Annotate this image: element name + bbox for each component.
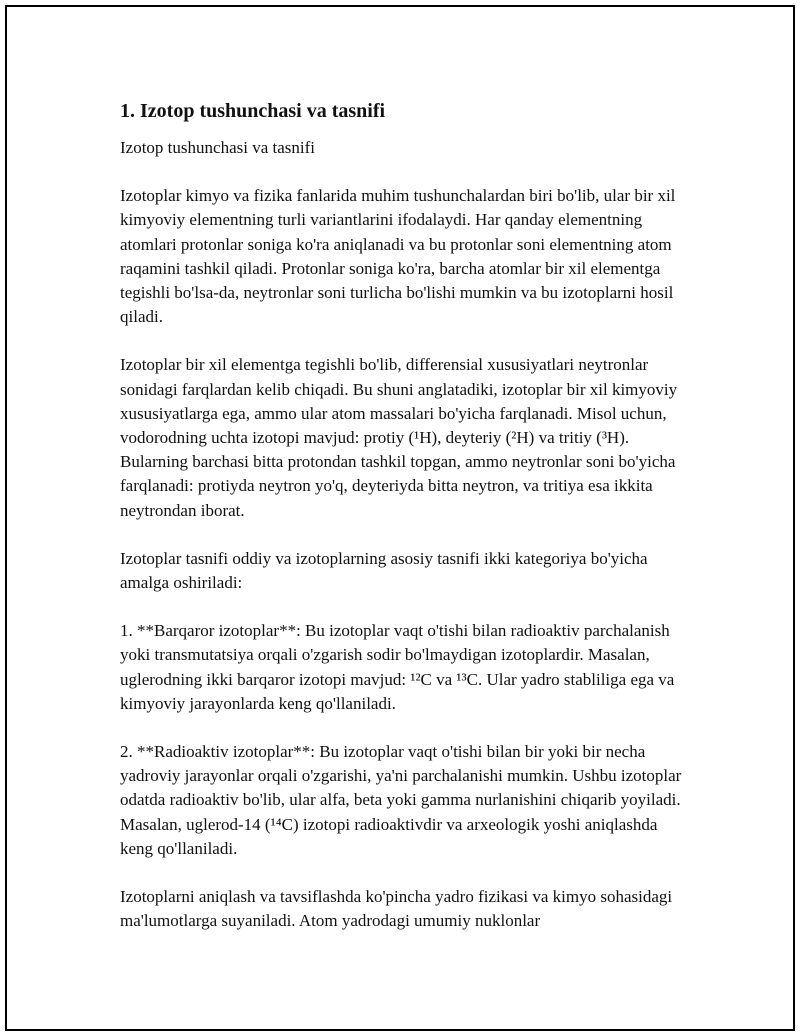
paragraph-classification: Izotoplar tasnifi oddiy va izotoplarning asosiy tasnifi ikki kategoriya bo'yicha amalga oshiriladi:	[120, 548, 648, 593]
document-body	[120, 97, 692, 957]
paragraph-identification: Izotoplarni aniqlash va tavsiflashda ko'pincha yadro fizikasi va kimyo sohasidagi ma'lumotlarga suyaniladi. Atom yadrodagi umumiy nuklonlar	[120, 887, 673, 931]
section-subtitle: Izotop tushunchasi va tasnifi	[120, 138, 315, 157]
paragraph-radioactive-isotopes: 2. **Radioaktiv izotoplar**: Bu izotoplar vaqt o'tishi bilan bir yoki bir necha yadroviy jarayonlar orqali o'zgarishi, ya'ni parchalanishi mumkin. Ushbu izotoplar odatda radioaktiv bo'lib, ular alfa, beta yoki gamma nurlanishini chiqarib yoyiladi. Masalan, uglerod-14 (¹⁴C) izotopi radioaktivdir va arxeologik yoshi aniqlashda keng qo'llaniladi.	[120, 742, 682, 858]
page-frame	[5, 5, 795, 1031]
page-title: 1. Izotop tushunchasi va tasnifi	[120, 100, 386, 122]
paragraph-intro: Izotoplar kimyo va fizika fanlarida muhim tushunchalardan biri bo'lib, ular bir xil kimyoviy elementning turli variantlarini ifodalaydi. Har qanday elementning atomlari protonlar soniga ko'ra aniqlanadi va bu protonlar soni elementning atom raqamini tashkil qiladi. Protonlar soniga ko'ra, barcha atomlar bir xil elementga tegishli bo'lsa-da, neytronlar soni turlicha bo'lishi mumkin va bu izotoplarni hosil qiladi.	[120, 186, 676, 327]
paragraph-hydrogen-example: Izotoplar bir xil elementga tegishli bo'lib, differensial xususiyatlari neytronlar sonidagi farqlardan kelib chiqadi. Bu shuni anglatadiki, izotoplar bir xil kimyoviy xususiyatlarga ega, ammo ular atom massalari bo'yicha farqlanadi. Misol uchun, vodorodning uchta izotopi mavjud: protiy (¹H), deyteriy (²H) va tritiy (³H). Bularning barchasi bitta protondan tashkil topgan, ammo neytronlar soni bo'yicha farqlanadi: protiyda neytron yo'q, deyteriyda bitta neytron, va tritiya esa ikkita neytrondan iborat.	[120, 355, 678, 520]
paragraph-stable-isotopes: 1. **Barqaror izotoplar**: Bu izotoplar vaqt o'tishi bilan radioaktiv parchalanish yoki transmutatsiya orqali o'zgarish sodir bo'lmaydigan izotoplardir. Masalan, uglerodning ikki barqaror izotopi mavjud: ¹²C va ¹³C. Ular yadro stabliliga ega va kimyoviy jarayonlarda keng qo'llaniladi.	[120, 621, 675, 713]
